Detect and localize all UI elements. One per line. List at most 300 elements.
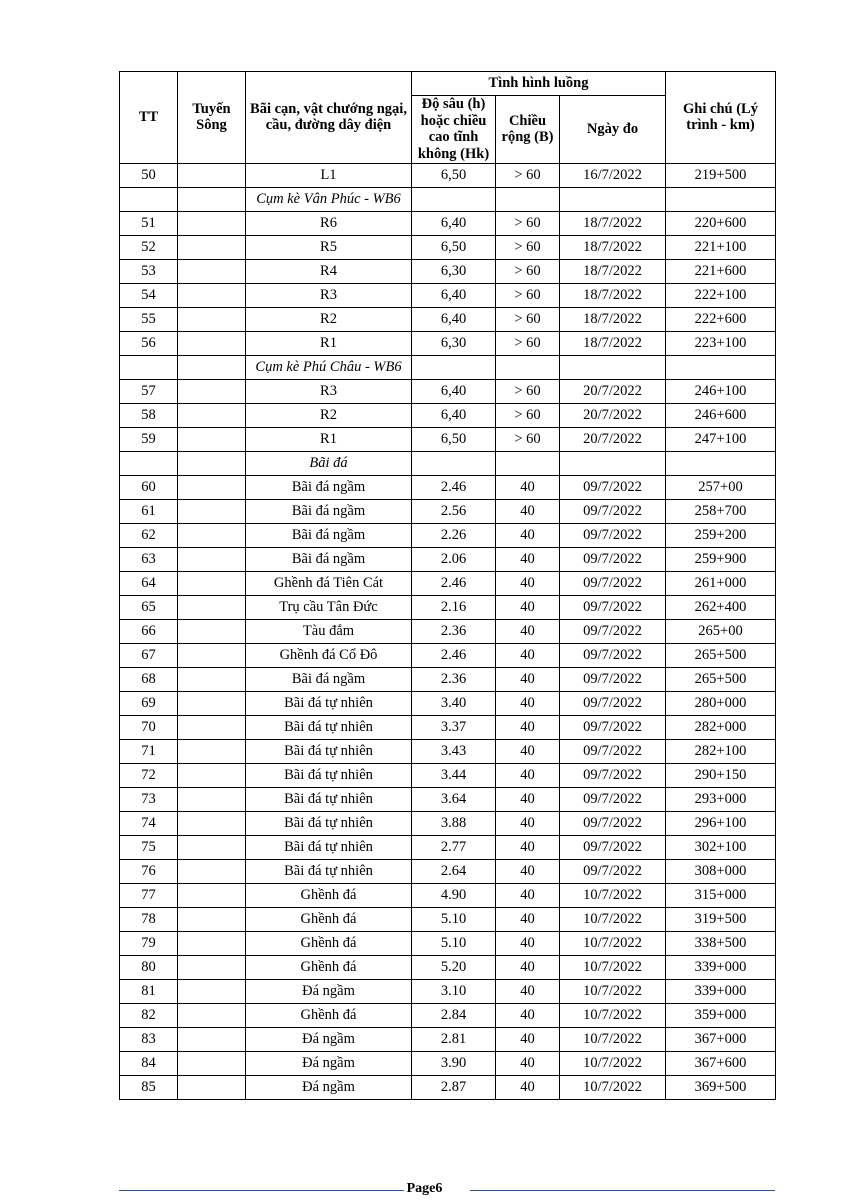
cell-bai-can: Ghềnh đá Tiên Cát bbox=[246, 571, 412, 595]
table-row bbox=[120, 595, 776, 619]
cell-chieu-rong: 40 bbox=[496, 499, 560, 523]
cell-tt: 79 bbox=[120, 931, 178, 955]
cell-bai-can: R2 bbox=[246, 403, 412, 427]
cell-do-sau: 2.77 bbox=[412, 835, 496, 859]
cell-do-sau: 6,40 bbox=[412, 403, 496, 427]
cell-do-sau: 6,40 bbox=[412, 307, 496, 331]
cell-tt: 73 bbox=[120, 787, 178, 811]
table-row bbox=[120, 907, 776, 931]
cell-tt: 74 bbox=[120, 811, 178, 835]
cell-tt: 58 bbox=[120, 403, 178, 427]
cell-bai-can: Đá ngầm bbox=[246, 1027, 412, 1051]
cell-ghi-chu: 223+100 bbox=[666, 331, 776, 355]
cell-ghi-chu: 367+000 bbox=[666, 1027, 776, 1051]
cell-tuyen-song bbox=[178, 811, 246, 835]
cell-ghi-chu: 293+000 bbox=[666, 787, 776, 811]
cell-tt: 60 bbox=[120, 475, 178, 499]
cell-ghi-chu: 280+000 bbox=[666, 691, 776, 715]
cell-ngay-do: 09/7/2022 bbox=[560, 547, 666, 571]
cell-ngay-do: 16/7/2022 bbox=[560, 163, 666, 187]
table-row bbox=[120, 787, 776, 811]
cell-tuyen-song bbox=[178, 379, 246, 403]
cell-ngay-do: 09/7/2022 bbox=[560, 859, 666, 883]
cell-chieu-rong: 40 bbox=[496, 763, 560, 787]
cell-tt: 78 bbox=[120, 907, 178, 931]
cell-tt: 57 bbox=[120, 379, 178, 403]
cell-tt: 67 bbox=[120, 643, 178, 667]
cell-chieu-rong: 40 bbox=[496, 811, 560, 835]
cell-tuyen-song bbox=[178, 1075, 246, 1099]
cell-ghi-chu: 296+100 bbox=[666, 811, 776, 835]
cell-tt bbox=[120, 355, 178, 379]
table-row bbox=[120, 355, 776, 379]
cell-ngay-do: 18/7/2022 bbox=[560, 211, 666, 235]
cell-ngay-do: 09/7/2022 bbox=[560, 643, 666, 667]
table-row bbox=[120, 715, 776, 739]
cell-tuyen-song bbox=[178, 763, 246, 787]
cell-ghi-chu: 265+00 bbox=[666, 619, 776, 643]
column-header-group-tinh-hinh-luong: Tình hình luồng bbox=[412, 72, 666, 96]
cell-do-sau: 6,40 bbox=[412, 211, 496, 235]
cell-bai-can: Ghềnh đá Cổ Đô bbox=[246, 643, 412, 667]
cell-tt: 65 bbox=[120, 595, 178, 619]
cell-ghi-chu: 222+600 bbox=[666, 307, 776, 331]
cell-ghi-chu: 315+000 bbox=[666, 883, 776, 907]
cell-do-sau: 2.26 bbox=[412, 523, 496, 547]
cell-tuyen-song bbox=[178, 859, 246, 883]
cell-tt: 77 bbox=[120, 883, 178, 907]
cell-ngay-do: 20/7/2022 bbox=[560, 403, 666, 427]
cell-do-sau bbox=[412, 451, 496, 475]
cell-chieu-rong: 40 bbox=[496, 907, 560, 931]
cell-ngay-do: 09/7/2022 bbox=[560, 499, 666, 523]
cell-bai-can: Đá ngầm bbox=[246, 1075, 412, 1099]
cell-bai-can: Ghềnh đá bbox=[246, 955, 412, 979]
cell-do-sau: 6,30 bbox=[412, 259, 496, 283]
cell-ghi-chu: 258+700 bbox=[666, 499, 776, 523]
cell-do-sau: 2.36 bbox=[412, 667, 496, 691]
cell-tt: 51 bbox=[120, 211, 178, 235]
table-row bbox=[120, 811, 776, 835]
cell-chieu-rong: > 60 bbox=[496, 379, 560, 403]
cell-tt: 72 bbox=[120, 763, 178, 787]
cell-chieu-rong: > 60 bbox=[496, 163, 560, 187]
cell-ngay-do: 09/7/2022 bbox=[560, 523, 666, 547]
table-row bbox=[120, 1051, 776, 1075]
cell-tuyen-song bbox=[178, 667, 246, 691]
cell-ghi-chu: 221+100 bbox=[666, 235, 776, 259]
table-row bbox=[120, 1003, 776, 1027]
cell-ghi-chu: 338+500 bbox=[666, 931, 776, 955]
cell-tt: 70 bbox=[120, 715, 178, 739]
cell-bai-can: Bãi đá ngầm bbox=[246, 667, 412, 691]
cell-tt: 80 bbox=[120, 955, 178, 979]
cell-bai-can: Bãi đá tự nhiên bbox=[246, 739, 412, 763]
table-row bbox=[120, 883, 776, 907]
cell-tt bbox=[120, 451, 178, 475]
cell-ghi-chu: 308+000 bbox=[666, 859, 776, 883]
cell-tuyen-song bbox=[178, 427, 246, 451]
cell-ngay-do: 18/7/2022 bbox=[560, 283, 666, 307]
cell-bai-can: Bãi đá tự nhiên bbox=[246, 811, 412, 835]
cell-tuyen-song bbox=[178, 451, 246, 475]
cell-ghi-chu: 221+600 bbox=[666, 259, 776, 283]
cell-ngay-do: 09/7/2022 bbox=[560, 811, 666, 835]
cell-tt: 84 bbox=[120, 1051, 178, 1075]
cell-ghi-chu: 282+100 bbox=[666, 739, 776, 763]
cell-ngay-do: 09/7/2022 bbox=[560, 739, 666, 763]
cell-tt: 83 bbox=[120, 1027, 178, 1051]
table-row bbox=[120, 331, 776, 355]
column-header-tt: TT bbox=[120, 72, 178, 164]
cell-chieu-rong bbox=[496, 187, 560, 211]
cell-chieu-rong: 40 bbox=[496, 523, 560, 547]
cell-chieu-rong: 40 bbox=[496, 643, 560, 667]
cell-do-sau: 6,40 bbox=[412, 379, 496, 403]
cell-ghi-chu: 261+000 bbox=[666, 571, 776, 595]
table-row bbox=[120, 211, 776, 235]
table-row bbox=[120, 859, 776, 883]
table-row bbox=[120, 427, 776, 451]
cell-bai-can: R3 bbox=[246, 283, 412, 307]
cell-ngay-do: 10/7/2022 bbox=[560, 1027, 666, 1051]
table-row bbox=[120, 451, 776, 475]
table-row bbox=[120, 835, 776, 859]
cell-ghi-chu bbox=[666, 451, 776, 475]
cell-chieu-rong: > 60 bbox=[496, 331, 560, 355]
cell-ngay-do bbox=[560, 187, 666, 211]
cell-do-sau bbox=[412, 187, 496, 211]
cell-ghi-chu: 247+100 bbox=[666, 427, 776, 451]
cell-do-sau: 3.10 bbox=[412, 979, 496, 1003]
table-row bbox=[120, 571, 776, 595]
table-row bbox=[120, 259, 776, 283]
cell-do-sau: 6,50 bbox=[412, 427, 496, 451]
table-row bbox=[120, 691, 776, 715]
table-row bbox=[120, 955, 776, 979]
cell-ghi-chu bbox=[666, 187, 776, 211]
cell-tt: 63 bbox=[120, 547, 178, 571]
cell-chieu-rong: > 60 bbox=[496, 259, 560, 283]
cell-tuyen-song bbox=[178, 1051, 246, 1075]
cell-ngay-do: 10/7/2022 bbox=[560, 979, 666, 1003]
cell-bai-can: R2 bbox=[246, 307, 412, 331]
cell-chieu-rong: 40 bbox=[496, 547, 560, 571]
cell-bai-can: Bãi đá tự nhiên bbox=[246, 691, 412, 715]
cell-do-sau: 2.36 bbox=[412, 619, 496, 643]
table-body bbox=[120, 163, 776, 1099]
cell-tuyen-song bbox=[178, 355, 246, 379]
cell-do-sau: 3.88 bbox=[412, 811, 496, 835]
cell-do-sau: 2.46 bbox=[412, 571, 496, 595]
cell-ghi-chu: 367+600 bbox=[666, 1051, 776, 1075]
cell-tuyen-song bbox=[178, 523, 246, 547]
cell-ngay-do: 10/7/2022 bbox=[560, 1003, 666, 1027]
table-row bbox=[120, 931, 776, 955]
column-header-tuyen-song: Tuyến Sông bbox=[178, 72, 246, 164]
cell-chieu-rong: 40 bbox=[496, 931, 560, 955]
cell-chieu-rong: 40 bbox=[496, 859, 560, 883]
cell-bai-can: Bãi đá ngầm bbox=[246, 547, 412, 571]
cell-tt: 54 bbox=[120, 283, 178, 307]
cell-chieu-rong: 40 bbox=[496, 1003, 560, 1027]
cell-do-sau: 4.90 bbox=[412, 883, 496, 907]
cell-ghi-chu: 319+500 bbox=[666, 907, 776, 931]
cell-ngay-do: 10/7/2022 bbox=[560, 931, 666, 955]
cell-ngay-do: 09/7/2022 bbox=[560, 571, 666, 595]
cell-do-sau: 6,40 bbox=[412, 283, 496, 307]
cell-do-sau: 2.81 bbox=[412, 1027, 496, 1051]
cell-tuyen-song bbox=[178, 259, 246, 283]
cell-tuyen-song bbox=[178, 931, 246, 955]
cell-bai-can: Tàu đắm bbox=[246, 619, 412, 643]
cell-ngay-do: 09/7/2022 bbox=[560, 787, 666, 811]
table-row bbox=[120, 475, 776, 499]
cell-bai-can: Ghềnh đá bbox=[246, 883, 412, 907]
cell-tuyen-song bbox=[178, 955, 246, 979]
table-row bbox=[120, 739, 776, 763]
cell-do-sau: 3.90 bbox=[412, 1051, 496, 1075]
cell-ngay-do: 18/7/2022 bbox=[560, 235, 666, 259]
cell-tuyen-song bbox=[178, 619, 246, 643]
cell-tuyen-song bbox=[178, 787, 246, 811]
cell-do-sau: 3.44 bbox=[412, 763, 496, 787]
cell-tt: 64 bbox=[120, 571, 178, 595]
cell-do-sau: 2.87 bbox=[412, 1075, 496, 1099]
table-row bbox=[120, 763, 776, 787]
cell-chieu-rong: 40 bbox=[496, 667, 560, 691]
table-row bbox=[120, 643, 776, 667]
cell-do-sau: 6,30 bbox=[412, 331, 496, 355]
cell-ngay-do bbox=[560, 451, 666, 475]
table-row bbox=[120, 187, 776, 211]
cell-bai-can: Ghềnh đá bbox=[246, 1003, 412, 1027]
cell-bai-can: Đá ngầm bbox=[246, 979, 412, 1003]
cell-do-sau: 2.64 bbox=[412, 859, 496, 883]
cell-chieu-rong: 40 bbox=[496, 835, 560, 859]
cell-chieu-rong: 40 bbox=[496, 619, 560, 643]
cell-tt: 61 bbox=[120, 499, 178, 523]
cell-tuyen-song bbox=[178, 331, 246, 355]
cell-chieu-rong: 40 bbox=[496, 595, 560, 619]
cell-chieu-rong bbox=[496, 451, 560, 475]
cell-ghi-chu: 359+000 bbox=[666, 1003, 776, 1027]
cell-bai-can: Trụ cầu Tân Đức bbox=[246, 595, 412, 619]
cell-chieu-rong: > 60 bbox=[496, 283, 560, 307]
cell-do-sau: 3.64 bbox=[412, 787, 496, 811]
cell-ngay-do: 09/7/2022 bbox=[560, 595, 666, 619]
cell-ghi-chu: 259+200 bbox=[666, 523, 776, 547]
table-header-row-1 bbox=[120, 72, 776, 96]
cell-section-label: Cụm kè Phú Châu - WB6 bbox=[246, 355, 412, 379]
cell-tuyen-song bbox=[178, 235, 246, 259]
cell-tt: 59 bbox=[120, 427, 178, 451]
cell-tt: 52 bbox=[120, 235, 178, 259]
cell-tuyen-song bbox=[178, 739, 246, 763]
cell-ngay-do: 20/7/2022 bbox=[560, 427, 666, 451]
waterway-obstacles-table bbox=[119, 71, 776, 1100]
cell-do-sau: 3.43 bbox=[412, 739, 496, 763]
cell-chieu-rong: 40 bbox=[496, 955, 560, 979]
cell-ghi-chu: 246+600 bbox=[666, 403, 776, 427]
cell-tuyen-song bbox=[178, 883, 246, 907]
cell-tt: 71 bbox=[120, 739, 178, 763]
cell-ngay-do: 20/7/2022 bbox=[560, 379, 666, 403]
cell-do-sau: 2.16 bbox=[412, 595, 496, 619]
cell-bai-can: Bãi đá ngầm bbox=[246, 523, 412, 547]
table-row bbox=[120, 499, 776, 523]
cell-tuyen-song bbox=[178, 907, 246, 931]
cell-ghi-chu: 265+500 bbox=[666, 643, 776, 667]
cell-chieu-rong: 40 bbox=[496, 787, 560, 811]
cell-do-sau: 5.10 bbox=[412, 907, 496, 931]
cell-do-sau: 2.46 bbox=[412, 475, 496, 499]
cell-chieu-rong: 40 bbox=[496, 1027, 560, 1051]
cell-bai-can: R6 bbox=[246, 211, 412, 235]
cell-ghi-chu: 265+500 bbox=[666, 667, 776, 691]
table-row bbox=[120, 379, 776, 403]
cell-tt: 66 bbox=[120, 619, 178, 643]
cell-do-sau bbox=[412, 355, 496, 379]
cell-tuyen-song bbox=[178, 307, 246, 331]
cell-ghi-chu: 302+100 bbox=[666, 835, 776, 859]
cell-bai-can: Bãi đá ngầm bbox=[246, 499, 412, 523]
cell-chieu-rong: 40 bbox=[496, 475, 560, 499]
cell-tuyen-song bbox=[178, 163, 246, 187]
cell-chieu-rong: 40 bbox=[496, 979, 560, 1003]
column-header-do-sau: Độ sâu (h) hoặc chiều cao tĩnh không (Hk) bbox=[412, 96, 496, 164]
cell-ghi-chu: 220+600 bbox=[666, 211, 776, 235]
cell-do-sau: 3.40 bbox=[412, 691, 496, 715]
cell-do-sau: 6,50 bbox=[412, 235, 496, 259]
cell-do-sau: 3.37 bbox=[412, 715, 496, 739]
cell-chieu-rong: > 60 bbox=[496, 211, 560, 235]
cell-tuyen-song bbox=[178, 571, 246, 595]
cell-bai-can: Bãi đá ngầm bbox=[246, 475, 412, 499]
cell-ngay-do: 18/7/2022 bbox=[560, 307, 666, 331]
table-row bbox=[120, 235, 776, 259]
cell-ngay-do: 09/7/2022 bbox=[560, 619, 666, 643]
cell-tuyen-song bbox=[178, 283, 246, 307]
cell-bai-can: L1 bbox=[246, 163, 412, 187]
waterway-obstacles-table-wrapper bbox=[119, 71, 775, 1100]
cell-ghi-chu: 259+900 bbox=[666, 547, 776, 571]
cell-ngay-do: 09/7/2022 bbox=[560, 691, 666, 715]
cell-do-sau: 5.10 bbox=[412, 931, 496, 955]
table-row bbox=[120, 307, 776, 331]
cell-ngay-do: 10/7/2022 bbox=[560, 883, 666, 907]
cell-bai-can: R1 bbox=[246, 427, 412, 451]
cell-tuyen-song bbox=[178, 403, 246, 427]
cell-bai-can: Đá ngầm bbox=[246, 1051, 412, 1075]
cell-tuyen-song bbox=[178, 715, 246, 739]
cell-tuyen-song bbox=[178, 1003, 246, 1027]
table-row bbox=[120, 619, 776, 643]
cell-tt: 56 bbox=[120, 331, 178, 355]
cell-bai-can: R4 bbox=[246, 259, 412, 283]
cell-section-label: Cụm kè Vân Phúc - WB6 bbox=[246, 187, 412, 211]
cell-chieu-rong: 40 bbox=[496, 715, 560, 739]
cell-do-sau: 5.20 bbox=[412, 955, 496, 979]
column-header-chieu-rong: Chiều rộng (B) bbox=[496, 96, 560, 164]
cell-do-sau: 2.56 bbox=[412, 499, 496, 523]
cell-tt: 68 bbox=[120, 667, 178, 691]
table-row bbox=[120, 523, 776, 547]
cell-ngay-do: 10/7/2022 bbox=[560, 1051, 666, 1075]
cell-tuyen-song bbox=[178, 1027, 246, 1051]
table-row bbox=[120, 283, 776, 307]
cell-tuyen-song bbox=[178, 595, 246, 619]
cell-chieu-rong: > 60 bbox=[496, 307, 560, 331]
cell-bai-can: Bãi đá tự nhiên bbox=[246, 715, 412, 739]
cell-tuyen-song bbox=[178, 835, 246, 859]
table-row bbox=[120, 163, 776, 187]
cell-bai-can: Bãi đá tự nhiên bbox=[246, 859, 412, 883]
cell-ghi-chu: 219+500 bbox=[666, 163, 776, 187]
cell-tuyen-song bbox=[178, 475, 246, 499]
cell-tuyen-song bbox=[178, 547, 246, 571]
cell-ngay-do: 09/7/2022 bbox=[560, 667, 666, 691]
cell-tt: 81 bbox=[120, 979, 178, 1003]
cell-tuyen-song bbox=[178, 691, 246, 715]
cell-ghi-chu: 257+00 bbox=[666, 475, 776, 499]
table-row bbox=[120, 1027, 776, 1051]
table-row bbox=[120, 403, 776, 427]
cell-tt: 53 bbox=[120, 259, 178, 283]
cell-ngay-do: 10/7/2022 bbox=[560, 907, 666, 931]
cell-do-sau: 6,50 bbox=[412, 163, 496, 187]
cell-ghi-chu: 290+150 bbox=[666, 763, 776, 787]
cell-ghi-chu: 282+000 bbox=[666, 715, 776, 739]
cell-chieu-rong: > 60 bbox=[496, 427, 560, 451]
cell-tt: 76 bbox=[120, 859, 178, 883]
cell-ghi-chu bbox=[666, 355, 776, 379]
cell-ngay-do: 09/7/2022 bbox=[560, 835, 666, 859]
cell-ngay-do: 09/7/2022 bbox=[560, 763, 666, 787]
cell-bai-can: R5 bbox=[246, 235, 412, 259]
cell-do-sau: 2.84 bbox=[412, 1003, 496, 1027]
cell-tuyen-song bbox=[178, 211, 246, 235]
column-header-ghi-chu: Ghi chú (Lý trình - km) bbox=[666, 72, 776, 164]
cell-ngay-do: 09/7/2022 bbox=[560, 475, 666, 499]
cell-chieu-rong: 40 bbox=[496, 1051, 560, 1075]
cell-ghi-chu: 222+100 bbox=[666, 283, 776, 307]
cell-ngay-do: 18/7/2022 bbox=[560, 259, 666, 283]
column-header-bai-can: Bãi cạn, vật chướng ngại, cầu, đường dây điện bbox=[246, 72, 412, 164]
cell-section-label: Bãi đá bbox=[246, 451, 412, 475]
cell-tuyen-song bbox=[178, 979, 246, 1003]
cell-ngay-do: 10/7/2022 bbox=[560, 955, 666, 979]
cell-bai-can: Bãi đá tự nhiên bbox=[246, 787, 412, 811]
cell-ngay-do: 09/7/2022 bbox=[560, 715, 666, 739]
cell-ghi-chu: 369+500 bbox=[666, 1075, 776, 1099]
cell-chieu-rong: 40 bbox=[496, 883, 560, 907]
page-number-label: Page6 bbox=[406, 1181, 443, 1196]
cell-chieu-rong: > 60 bbox=[496, 235, 560, 259]
table-row bbox=[120, 667, 776, 691]
table-row bbox=[120, 547, 776, 571]
cell-tt: 85 bbox=[120, 1075, 178, 1099]
cell-bai-can: R1 bbox=[246, 331, 412, 355]
cell-bai-can: Bãi đá tự nhiên bbox=[246, 763, 412, 787]
cell-ngay-do bbox=[560, 355, 666, 379]
cell-bai-can: Ghềnh đá bbox=[246, 907, 412, 931]
cell-tt: 75 bbox=[120, 835, 178, 859]
cell-ngay-do: 10/7/2022 bbox=[560, 1075, 666, 1099]
column-header-ngay-do: Ngày đo bbox=[560, 96, 666, 164]
cell-chieu-rong: 40 bbox=[496, 571, 560, 595]
cell-bai-can: Ghềnh đá bbox=[246, 931, 412, 955]
